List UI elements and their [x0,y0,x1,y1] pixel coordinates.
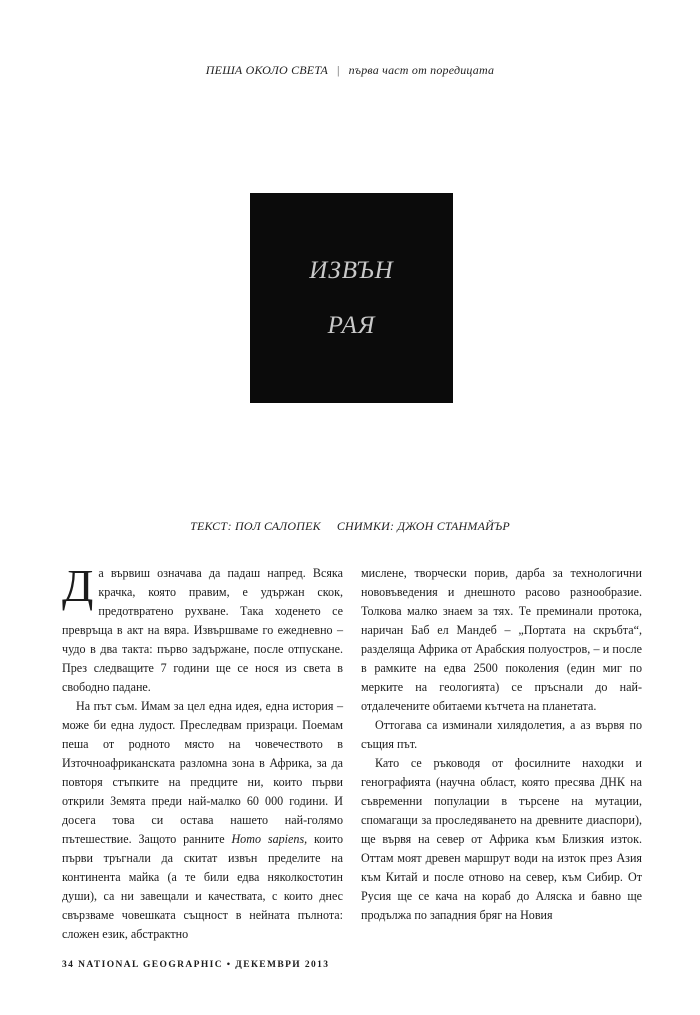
article-title-block [250,193,453,403]
photo-credit: СНИМКИ: ДЖОН СТАНМАЙЪР [336,519,510,533]
article-credits [0,519,700,534]
title-line-1: ИЗВЪН [309,257,394,284]
paragraph: мислене, творчески порив, дарба за технологични нововъведения и днешното расово разнообразие. Толкова малко знаем за тях. Те преминали протока, наричан Баб ел Мандеб – „Портата на скръбта“, разделяща Африка от Арабския полуостров, – и после в рамките на едва 2500 поколения (един миг по мерките на геологията) се пръснали до най-отдалечените обитаеми кътчета на планетата. [361,566,642,713]
paragraph: Да вървиш означава да падаш напред. Всяка крачка, която правим, е удържан скок, предотвратено рухване. Така ходенето се превръща в акт на вяра. Извършваме го ежедневно – чудо в два такта: първо задържане, после отпускане. През следващите 7 години ще се нося из света в свободно падане. [62,560,343,694]
paragraph: На път съм. Имам за цел една идея, една история – може би една лудост. Преследвам призраци. Поемам пеша от родното място на човечеството в Източноафриканската разломна зона в Африка, за да повторя стъпките на предците ни, които първи открили Земята преди най-малко 60 000 години. И досега това си остава нашето най-голямо пътешествие. Защото ранните Homo sapiens, които първи тръгнали да скитат извън пределите на континента майка (а те били едва няколкостотин души), са ни завещали и качествата, с които днес свързваме човешката същност в нейната пълнота: сложен език, абстрактно [62,699,343,941]
title-line-2: РАЯ [327,312,376,339]
text-credit: ТЕКСТ: ПОЛ САЛОПЕК [190,519,321,533]
header-separator: | [336,63,340,77]
paragraph: Като се ръководя от фосилните находки и генографията (научна област, която пресява ДНК на съвременни популации в търсене на мутации, спомагащи за проследяването на древните диаспори), ще вървя на север от Африка към Близкия изток. Оттам моят древен маршрут води на изток през Азия към Китай и после отново на север, към Сибир. От Русия ще се кача на кораб до Аляска и бавно ще продължа по западния бряг на Новия [361,756,642,922]
article-body [62,560,642,944]
column-right [361,564,642,944]
italic-term: Homo sapiens, [231,832,308,846]
drop-cap: Д [62,560,94,611]
page-footer: 34 NATIONAL GEOGRAPHIC • ДЕКЕМВРИ 2013 [62,960,330,970]
series-part: първа част от поредицата [348,63,495,77]
paragraph: Оттогава са изминали хилядолетия, а аз вървя по същия път. [361,718,642,751]
running-header [0,63,700,78]
column-left [62,560,343,944]
series-title: ПЕША ОКОЛО СВЕТА [205,63,328,77]
